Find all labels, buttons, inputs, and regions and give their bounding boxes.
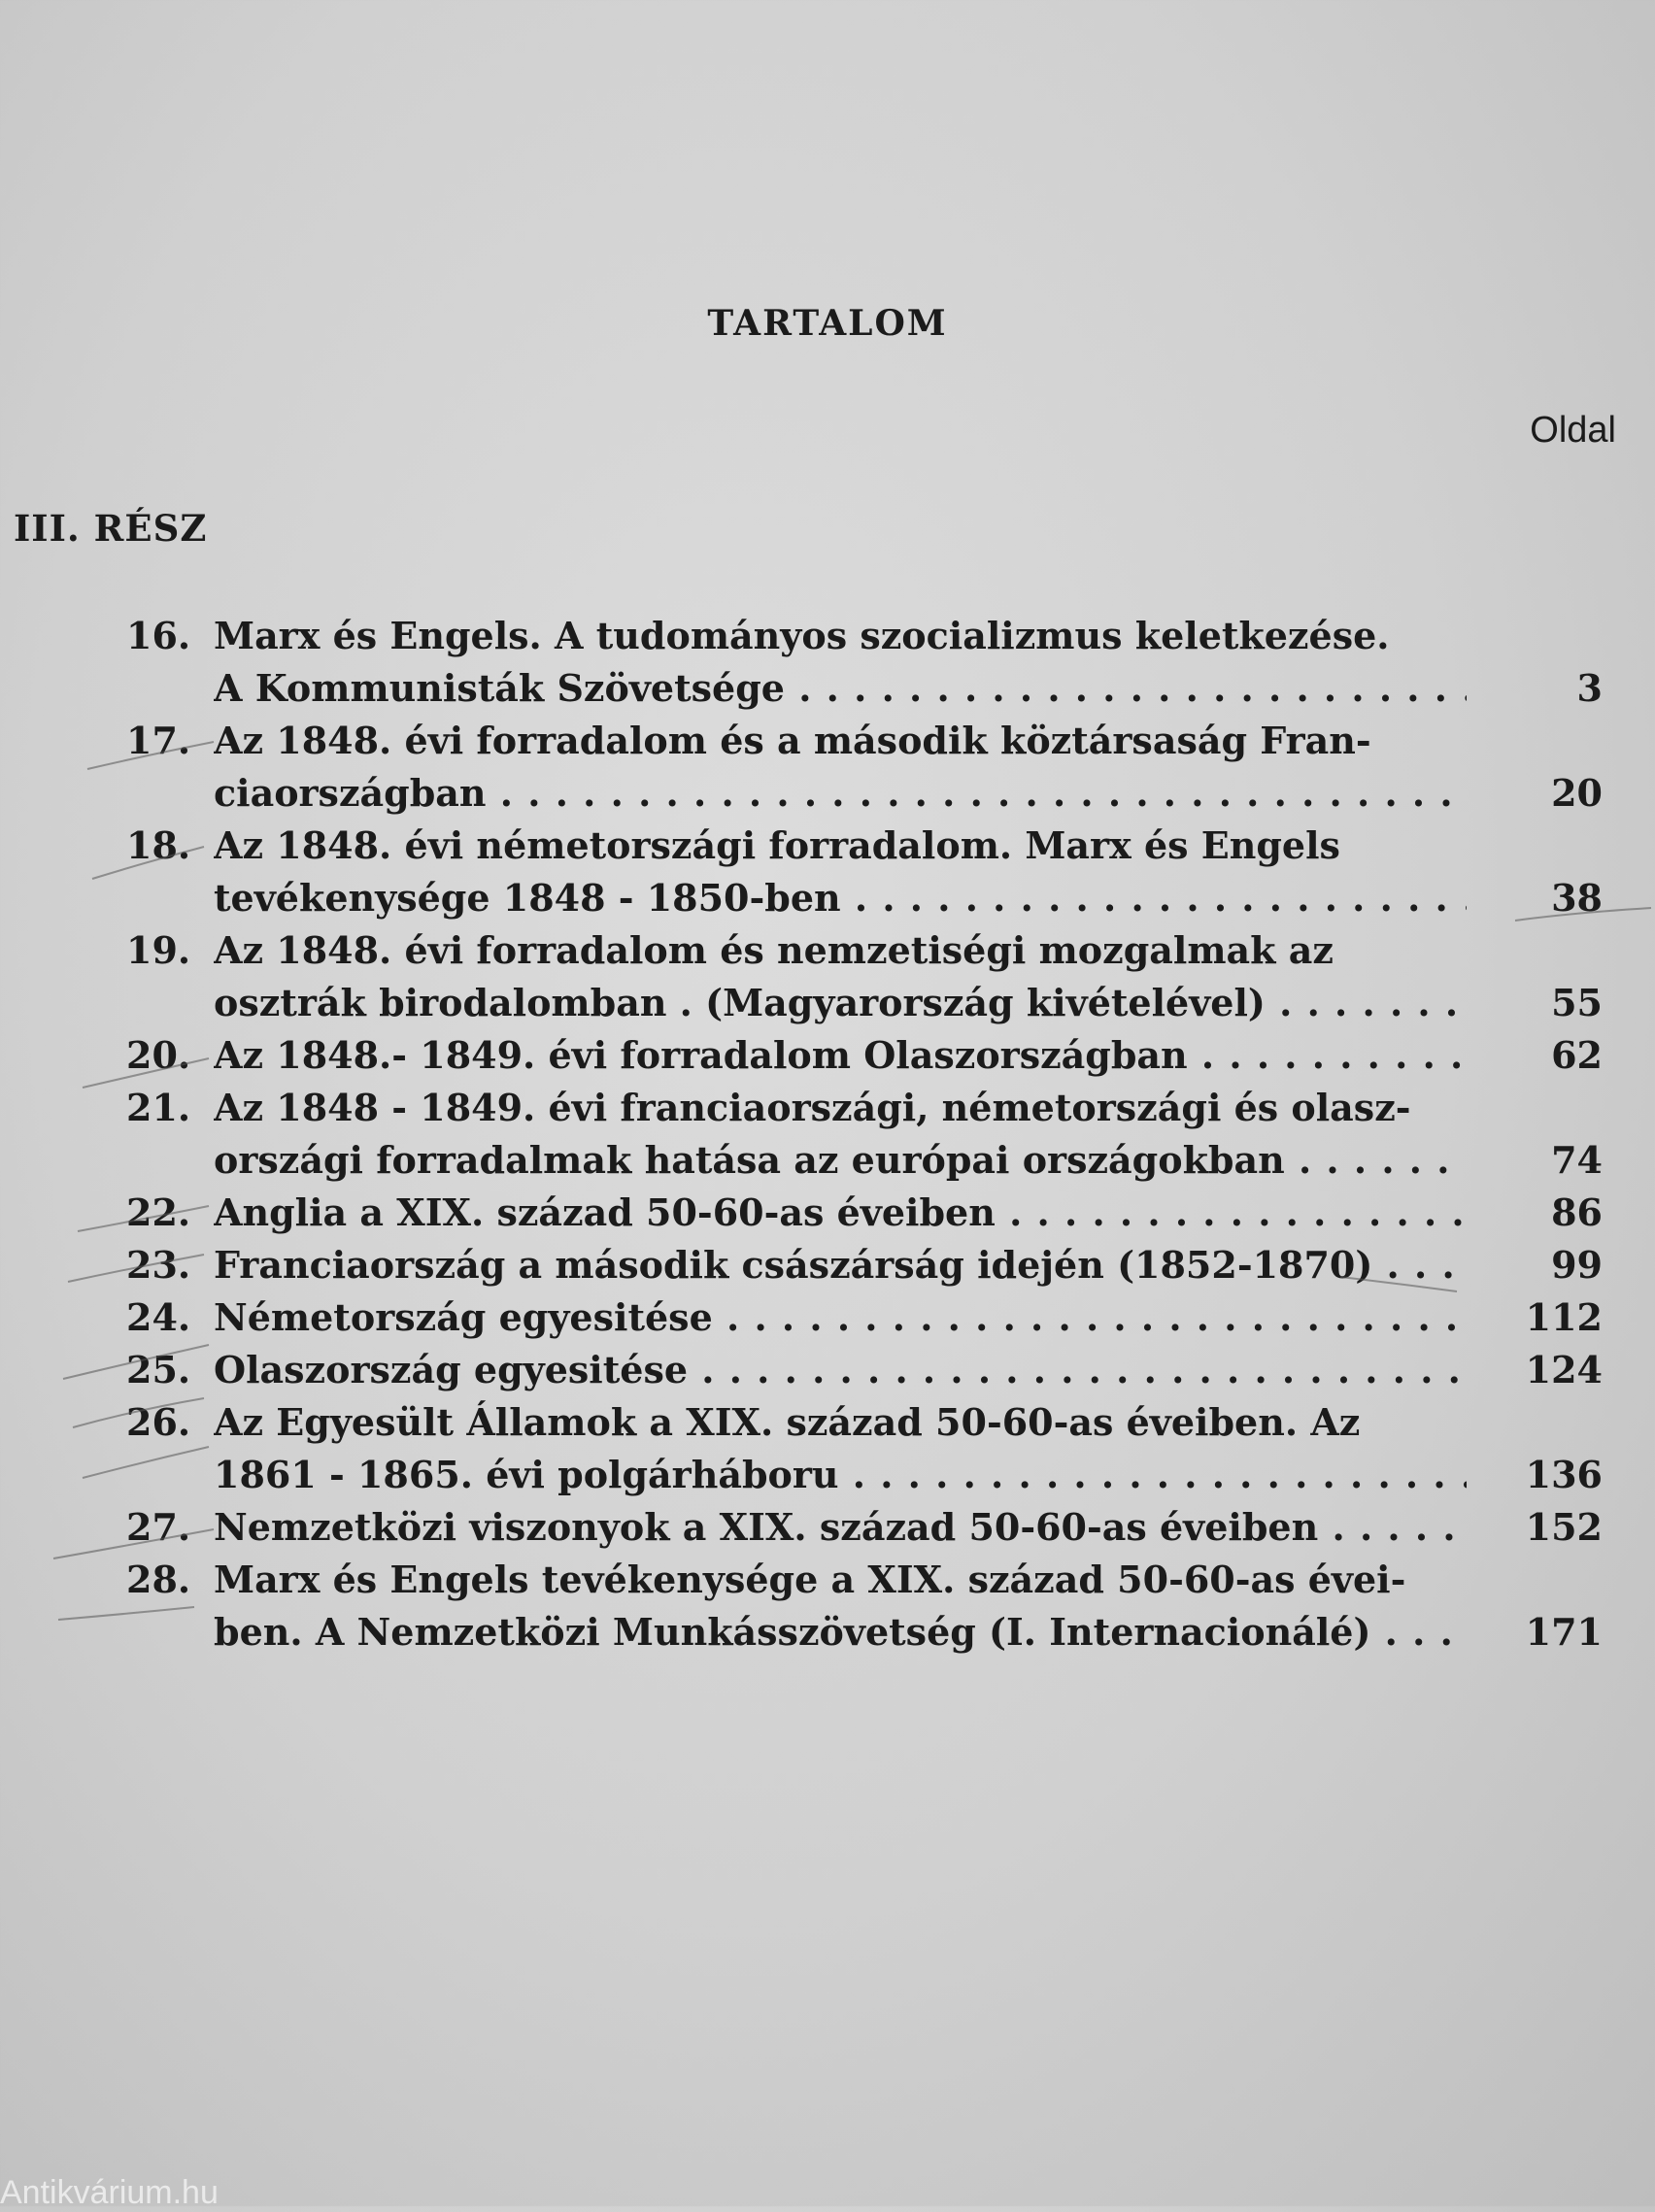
chapter-number: 17. <box>126 719 191 762</box>
page-number: 112 <box>1525 1295 1603 1339</box>
chapter-title-line: Marx és Engels. A tudományos szocializmus keletkezése. <box>214 614 1390 657</box>
chapter-title-line: Az 1848. évi forradalom és a második köztársaság Fran- <box>214 719 1371 762</box>
chapter-title-line: Németország egyesitése . . . <box>214 1291 1467 1344</box>
chapter-title-line: A Kommunisták Szövetsége . . . <box>214 662 1467 715</box>
toc-entry <box>126 924 1603 1029</box>
page-number: 38 <box>1551 876 1603 920</box>
toc-entry <box>126 1187 1603 1239</box>
toc-entry <box>126 1239 1603 1291</box>
page-number: 171 <box>1525 1610 1603 1654</box>
chapter-title-line: Az 1848.- 1849. évi forradalom Olaszországban . . . <box>214 1029 1467 1082</box>
page-number: 3 <box>1576 666 1603 710</box>
page-column-label: Oldal <box>1530 410 1616 451</box>
chapter-title-line: osztrák birodalomban . (Magyarország kivételével) . . . <box>214 977 1467 1029</box>
chapter-title-line: Franciaország a második császárság idején (1852-1870) . . . <box>214 1239 1467 1291</box>
chapter-title-line: ben. A Nemzetközi Munkásszövetség (I. Internacionálé) . . . <box>214 1606 1467 1659</box>
chapter-number: 19. <box>126 928 191 972</box>
table-of-contents <box>126 610 1603 1659</box>
toc-entry <box>126 715 1603 820</box>
chapter-title-line: Olaszország egyesitése . . . <box>214 1344 1467 1396</box>
toc-entry <box>126 820 1603 924</box>
chapter-title-line: Az Egyesült Államok a XIX. század 50-60-as éveiben. Az <box>214 1400 1361 1444</box>
chapter-title-line: 1861 - 1865. évi polgárháboru . . . <box>214 1449 1467 1501</box>
toc-entry <box>126 1082 1603 1187</box>
page-number: 86 <box>1551 1190 1603 1234</box>
toc-entry <box>126 1396 1603 1501</box>
chapter-number: 28. <box>126 1558 191 1601</box>
toc-entry <box>126 1501 1603 1554</box>
chapter-number: 26. <box>126 1400 191 1444</box>
chapter-number: 21. <box>126 1086 191 1129</box>
chapter-title-line: országi forradalmak hatása az európai országokban . . . <box>214 1134 1467 1187</box>
page-number: 62 <box>1551 1033 1603 1077</box>
watermark: Antikvárium.hu <box>0 2174 219 2211</box>
chapter-number: 20. <box>126 1033 191 1077</box>
page-number: 99 <box>1551 1243 1603 1287</box>
chapter-title-line: Nemzetközi viszonyok a XIX. század 50-60-as éveiben . . . <box>214 1501 1467 1554</box>
chapter-number: 24. <box>126 1295 191 1339</box>
chapter-title-line: tevékenysége 1848 - 1850-ben . . . <box>214 872 1467 924</box>
chapter-title-line: Az 1848 - 1849. évi franciaországi, németországi és olasz- <box>214 1086 1411 1129</box>
chapter-number: 18. <box>126 823 191 867</box>
toc-entry <box>126 1554 1603 1659</box>
toc-entry <box>126 1029 1603 1082</box>
toc-entry <box>126 610 1603 715</box>
chapter-title-line: Az 1848. évi németországi forradalom. Marx és Engels <box>214 823 1340 867</box>
page-title: TARTALOM <box>707 303 948 344</box>
chapter-title-line: Az 1848. évi forradalom és nemzetiségi mozgalmak az <box>214 928 1334 972</box>
page-number: 136 <box>1525 1453 1603 1496</box>
toc-entry <box>126 1344 1603 1396</box>
chapter-title-line: ciaországban . . . <box>214 767 1467 820</box>
page-number: 55 <box>1551 981 1603 1024</box>
page-number: 20 <box>1551 771 1603 815</box>
chapter-title-line: Anglia a XIX. század 50-60-as éveiben . . . <box>214 1187 1467 1239</box>
page-number: 124 <box>1525 1348 1603 1391</box>
chapter-number: 22. <box>126 1190 191 1234</box>
chapter-number: 27. <box>126 1505 191 1549</box>
chapter-number: 25. <box>126 1348 191 1391</box>
part-heading: III. RÉSZ <box>14 507 208 550</box>
page-number: 74 <box>1551 1138 1603 1182</box>
chapter-number: 23. <box>126 1243 191 1287</box>
toc-entry <box>126 1291 1603 1344</box>
page-number: 152 <box>1525 1505 1603 1549</box>
chapter-number: 16. <box>126 614 191 657</box>
chapter-title-line: Marx és Engels tevékenysége a XIX. század 50-60-as évei- <box>214 1558 1406 1601</box>
